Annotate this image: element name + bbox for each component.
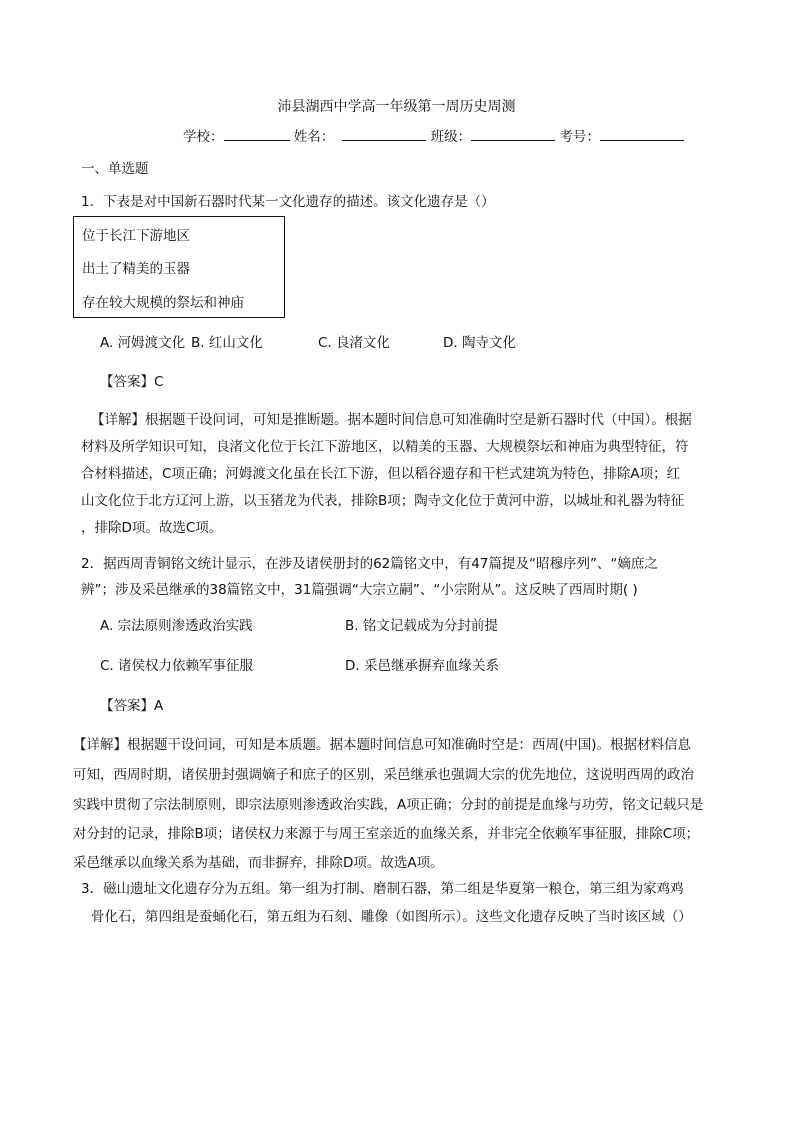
student-info-line (183, 125, 684, 145)
q2-stem-line: 2．据西周青铜铭文统计显示，在涉及诸侯册封的62篇铭文中，有47篇提及“昭穆序列”、“嫡庶之 (81, 556, 658, 572)
q1-option-c[interactable]: C. 良渚文化 (318, 335, 391, 351)
answer-value: A (154, 698, 164, 714)
q1-detail-line: 合材料描述，C项正确；河姆渡文化虽在长江下游，但以稻谷遗存和干栏式建筑为特色，排除A项；红 (81, 466, 681, 482)
name-blank[interactable] (342, 126, 426, 141)
q1-detail-line: ，排除D项。故选C项。 (81, 520, 223, 536)
section-heading: 一、单选题 (81, 161, 149, 177)
q1-detail-line: 【详解】根据题干设问词，可知是推断题。据本题时间信息可知准确时空是新石器时代（中国）。根据 (91, 412, 692, 428)
q1-stem: 1．下表是对中国新石器时代某一文化遗存的描述。该文化遗存是（） (81, 194, 495, 210)
q1-answer (100, 370, 163, 390)
q2-detail-line: 实践中贯彻了宗法制原则，即宗法原则渗透政治实践，A项正确；分封的前提是血缘与功劳，铭文记载只是 (73, 797, 704, 813)
q2-detail-line: 【详解】根据题干设问词，可知是本质题。据本题时间信息可知准确时空是：西周(中国)。根据材料信息 (73, 737, 692, 753)
q1-option-b[interactable]: B. 红山文化 (191, 335, 263, 351)
q1-table-row: 存在较大规模的祭坛和神庙 (82, 295, 244, 311)
q2-answer (100, 694, 163, 714)
exam-no-blank[interactable] (600, 126, 684, 141)
class-blank[interactable] (471, 126, 555, 141)
q2-detail-line: 可知，西周时期，诸侯册封强调嫡子和庶子的区别，采邑继承也强调大宗的优先地位，这说明西周的政治 (73, 767, 694, 783)
q2-detail-line: 对分封的记录，排除B项；诸侯权力来源于与周王室亲近的血缘关系，并非完全依赖军事征服，排除C项； (73, 826, 700, 842)
school-label: 学校： (183, 129, 224, 145)
class-label: 班级： (430, 129, 472, 145)
q1-detail-line: 材料及所学知识可知，良渚文化位于长江下游地区，以精美的玉器、大规模祭坛和神庙为典型特征，符 (81, 439, 689, 455)
page-title: 沛县湖西中学高一年级第一周历史周测 (277, 99, 516, 115)
q1-table (73, 216, 285, 318)
q1-table-row: 位于长江下游地区 (82, 228, 190, 244)
q3-stem-line: 3．磁山遗址文化遗存分为五组。第一组为打制、磨制石器，第二组是华夏第一粮仓，第三组为家鸡鸡 (81, 881, 684, 897)
q1-table-row: 出土了精美的玉器 (82, 261, 190, 277)
answer-label: 【答案】 (100, 374, 154, 390)
exam-no-label: 考号： (559, 129, 600, 145)
q1-option-a[interactable]: A. 河姆渡文化 (100, 335, 186, 351)
q2-option-c[interactable]: C. 诸侯权力依赖军事征服 (100, 658, 254, 674)
q2-stem-line: 辨”；涉及采邑继承的38篇铭文中，31篇强调“大宗立嗣”、“小宗附从”。这反映了西周时期( ) (81, 582, 638, 598)
q2-detail-line: 采邑继承以血缘关系为基础，而非摒弃，排除D项。故选A项。 (73, 855, 444, 871)
answer-label: 【答案】 (100, 698, 154, 714)
q2-option-b[interactable]: B. 铭文记载成为分封前提 (345, 618, 498, 634)
q1-detail-line: 山文化位于北方辽河上游，以玉猪龙为代表，排除B项；陶寺文化位于黄河中游，以城址和礼器为特征 (81, 493, 685, 509)
school-blank[interactable] (224, 126, 290, 141)
q2-option-a[interactable]: A. 宗法原则渗透政治实践 (100, 618, 253, 634)
name-label: 姓名： (293, 129, 335, 145)
answer-value: C (154, 374, 164, 390)
q1-option-d[interactable]: D. 陶寺文化 (443, 335, 516, 351)
q3-stem-line: 骨化石，第四组是蚕蛹化石，第五组为石刻、雕像（如图所示）。这些文化遗存反映了当时该区域（） (91, 909, 692, 925)
q2-option-d[interactable]: D. 采邑继承摒弃血缘关系 (345, 658, 499, 674)
